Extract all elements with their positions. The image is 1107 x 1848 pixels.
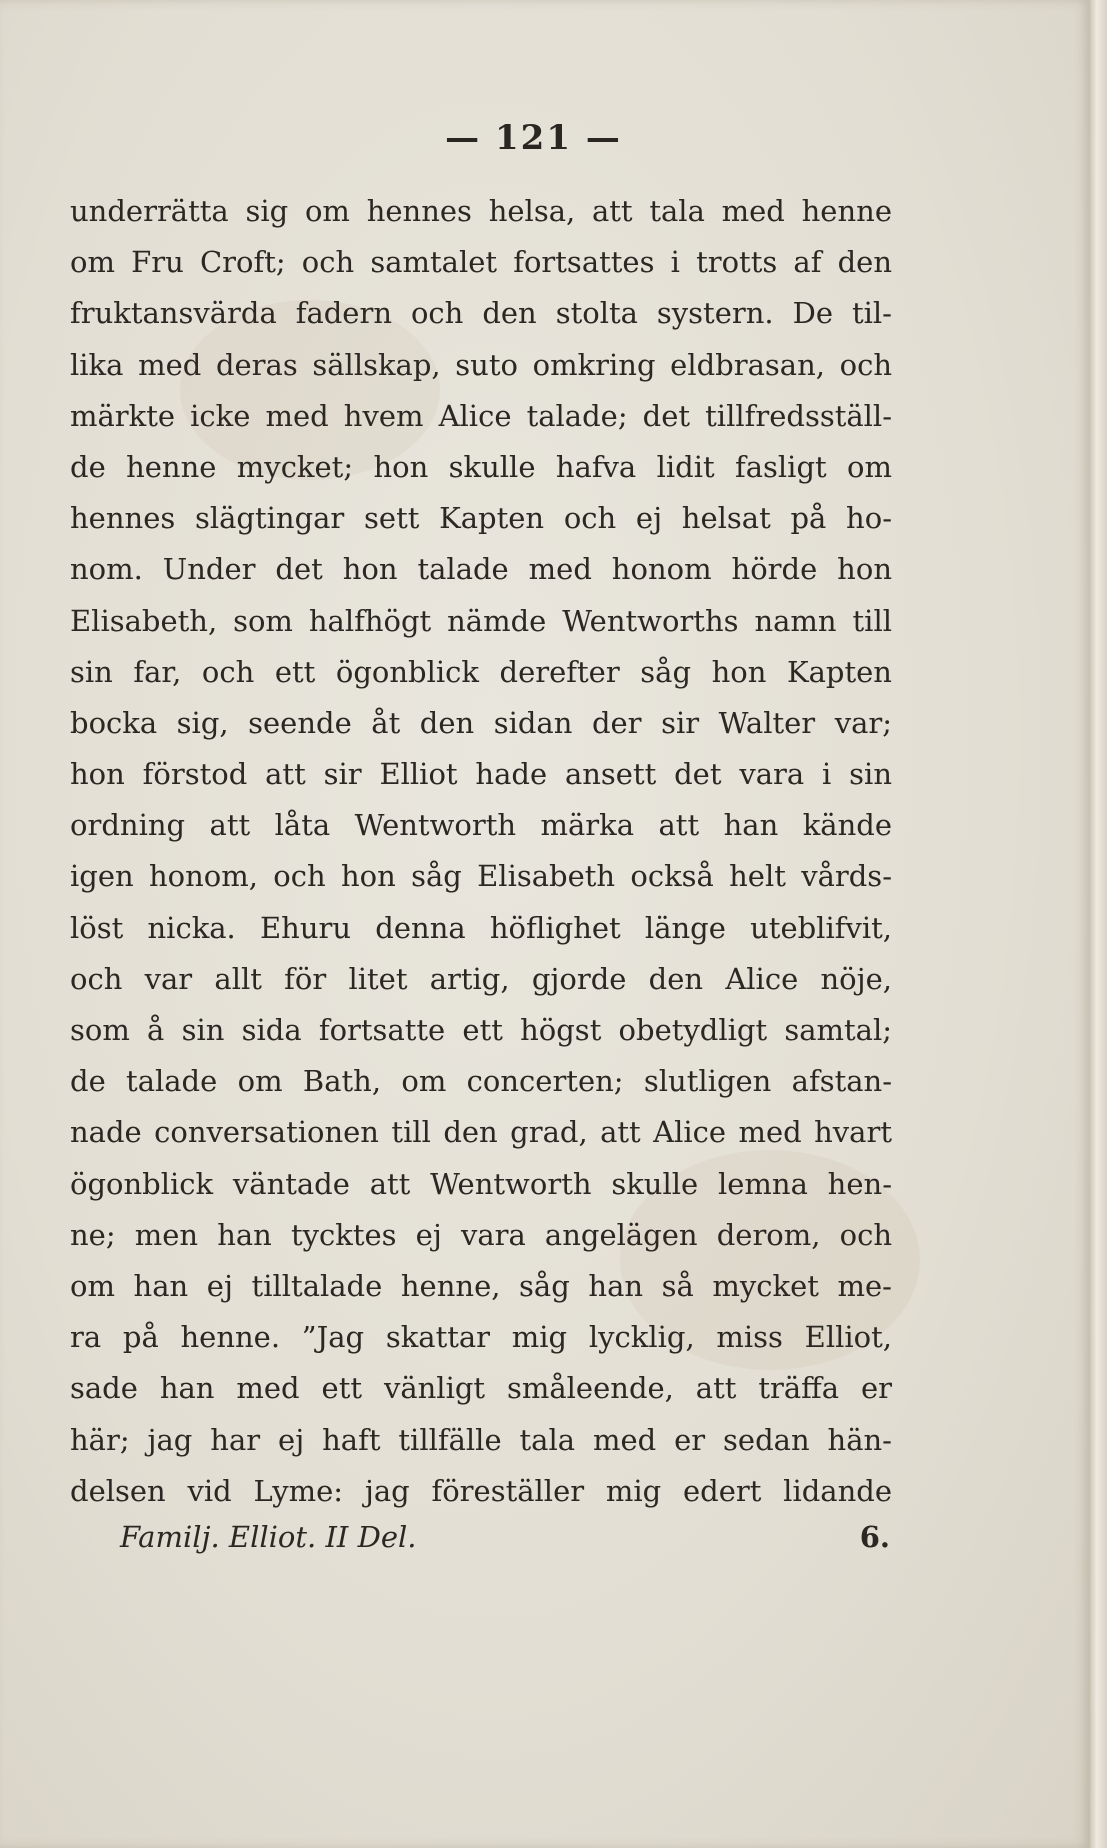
text-line: hennes slägtingar sett Kapten och ej helsat på ho- [70,501,892,536]
text-line: om han ej tilltalade henne, såg han så mycket me- [70,1268,892,1303]
text-line: märkte icke med hvem Alice talade; det tillfredsställ- [70,398,892,433]
page-edge [1090,0,1107,1848]
text-line: bocka sig, seende åt den sidan der sir Walter var; [70,705,892,740]
text-line: underrätta sig om hennes helsa, att tala med henne [70,194,892,228]
text-line: lika med deras sällskap, suto omkring eldbrasan, och [70,347,892,382]
text-line: hon förstod att sir Elliot hade ansett det vara i sin [70,757,892,792]
signature-label: Familj. Elliot. II Del. [120,1520,417,1554]
text-line: igen honom, och hon såg Elisabeth också helt vårds- [70,859,892,894]
text-line: de henne mycket; hon skulle hafva lidit fasligt om [70,449,892,484]
text-line: nade conversationen till den grad, att Alice med hvart [70,1115,892,1150]
text-line: löst nicka. Ehuru denna höflighet länge uteblifvit, [70,910,892,945]
text-line: här; jag har ej haft tillfälle tala med er sedan hän- [70,1422,892,1457]
text-line: fruktansvärda fadern och den stolta systern. De til- [70,296,892,331]
text-line: om Fru Croft; och samtalet fortsattes i trotts af den [70,245,892,280]
text-line: Elisabeth, som halfhögt nämde Wentworths namn till [70,603,892,638]
text-line: delsen vid Lyme: jag föreställer mig edert lidande [70,1473,892,1508]
text-line: som å sin sida fortsatte ett högst obetydligt samtal; [70,1013,892,1047]
body-text [70,186,892,1517]
text-line: ögonblick väntade att Wentworth skulle lemna hen- [70,1166,892,1201]
text-line: ordning att låta Wentworth märka att han kände [70,808,892,843]
signature-mark: 6. [859,1520,890,1554]
text-line: och var allt för litet artig, gjorde den Alice nöje, [70,961,892,996]
page-number: — 121 — [445,118,622,158]
text-line: ra på henne. ”Jag skattar mig lycklig, miss Elliot, [70,1320,892,1355]
text-line: nom. Under det hon talade med honom hörde hon [70,552,892,587]
text-line: sade han med ett vänligt småleende, att träffa er [70,1371,892,1406]
text-line: ne; men han tycktes ej vara angelägen derom, och [70,1217,892,1252]
text-line: de talade om Bath, om concerten; slutligen afstan- [70,1064,892,1099]
text-line: sin far, och ett ögonblick derefter såg hon Kapten [70,654,892,689]
page-footer [120,1520,890,1570]
